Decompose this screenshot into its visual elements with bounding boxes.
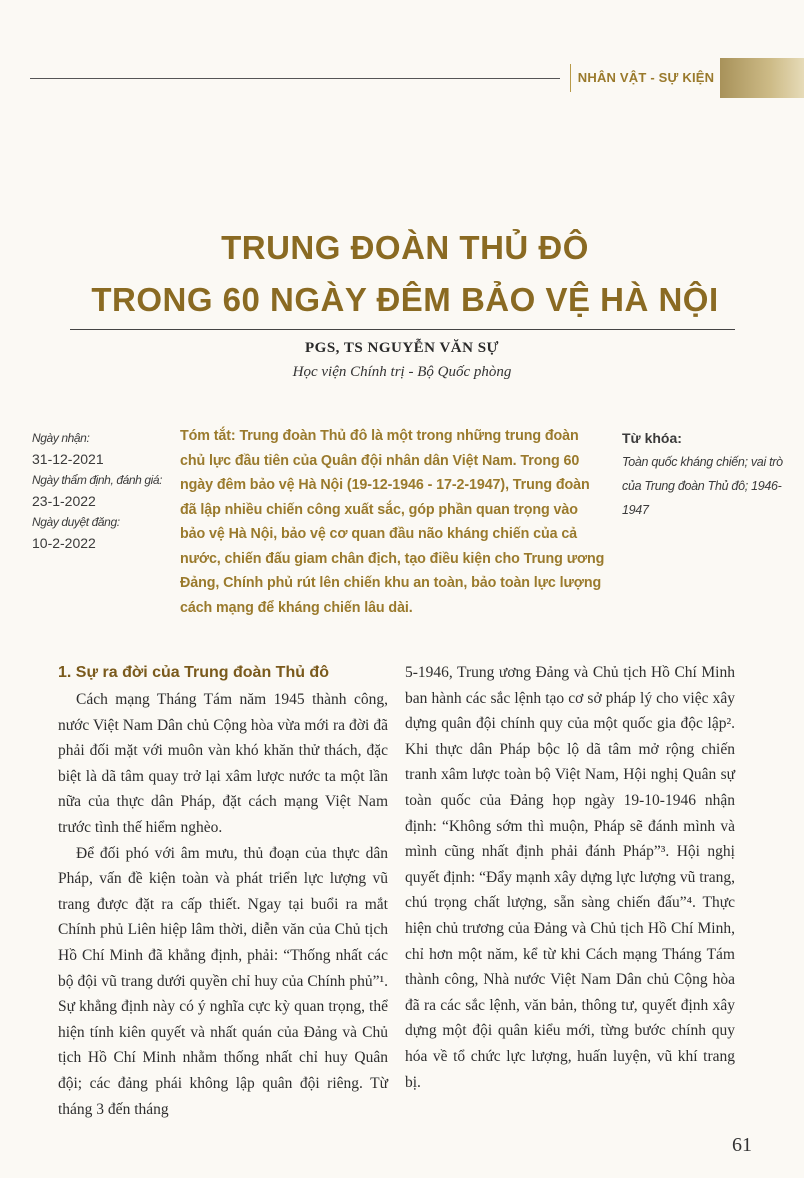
paragraph: Cách mạng Tháng Tám năm 1945 thành công, nước Việt Nam Dân chủ Cộng hòa vừa mới ra đời đã phải đối mặt với muôn vàn khó khăn thử thách, đặc biệt là dã tâm quay trở lại xâm lược nước ta một lần nữa của thực dân Pháp, đặt cách mạng Việt Nam trước tình thế hiểm nghèo. [58, 691, 388, 836]
reviewed-date: 23-1-2022 [32, 493, 96, 509]
header-rule [30, 78, 560, 79]
paragraph: 5-1946, Trung ương Đảng và Chủ tịch Hồ Chí Minh ban hành các sắc lệnh tạo cơ sở pháp lý cho việc xây dựng quân đội chính quy của một quốc gia độc lập². Khi thực dân Pháp bộc lộ dã tâm mở rộng chiến tranh xâm lược toàn bộ Việt Nam, Hội nghị Quân sự toàn quốc của Đảng họp ngày 19-10-1946 nhận định: “Không sớm thì muộn, Pháp sẽ đánh mình và mình cũng nhất định phải đánh Pháp”³. Hội nghị quyết định: “Đẩy mạnh xây dựng lực lượng vũ trang, chú trọng chất lượng, sẵn sàng chiến đấu”⁴. Thực hiện chủ trương của Đảng và Chủ tịch Hồ Chí Minh, chỉ hơn một năm, kể từ khi Cách mạng Tháng Tám thành công, Nhà nước Việt Nam Dân chủ Cộng hòa đã ra các sắc lệnh, văn bản, thông tư, quyết định xây dựng một đội quân kiểu mới, từng bước chính quy hóa về tổ chức lực lượng, huấn luyện, vũ khí trang bị. [405, 664, 735, 1091]
approved-label: Ngày duyệt đăng: [32, 515, 120, 529]
article-dates [32, 428, 182, 554]
article-title [60, 222, 750, 326]
body-column-left [58, 660, 388, 1122]
section-label: NHÂN VẬT - SỰ KIỆN [570, 64, 722, 92]
author: PGS, TS NGUYỄN VĂN SỰ [304, 340, 499, 356]
keywords-label: Từ khóa: [622, 430, 682, 446]
body-column-right [405, 660, 735, 1095]
page-number: 61 [732, 1134, 752, 1156]
reviewed-label: Ngày thẩm định, đánh giá: [32, 473, 163, 487]
received-date: 31-12-2021 [32, 451, 104, 467]
approved-date: 10-2-2022 [32, 535, 96, 551]
title-line-2: TRONG 60 NGÀY ĐÊM BẢO VỆ HÀ NỘI [91, 281, 719, 318]
received-label: Ngày nhận: [32, 431, 90, 445]
section-tab-decoration [720, 58, 804, 98]
title-line-1: TRUNG ĐOÀN THỦ ĐÔ [221, 229, 589, 266]
section-heading: 1. Sự ra đời của Trung đoàn Thủ đô [58, 664, 329, 681]
affiliation: Học viện Chính trị - Bộ Quốc phòng [292, 364, 512, 380]
paragraph: Để đối phó với âm mưu, thủ đoạn của thực dân Pháp, vấn đề kiện toàn và phát triển lực lượng vũ trang được đặt ra cấp thiết. Ngay tại buổi ra mắt Chính phủ Liên hiệp lâm thời, diễn văn của Chủ tịch Hồ Chí Minh đã khẳng định, phải: “Thống nhất các bộ đội vũ trang dưới quyền chỉ huy của Chính phủ”¹. Sự khẳng định này có ý nghĩa cực kỳ quan trọng, thể hiện tính kiên quyết và nhất quán của Đảng và Chủ tịch Hồ Chí Minh nhằm thống nhất chỉ huy Quân đội; các đảng phái không lập quân đội riêng. Từ tháng 3 đến tháng [58, 844, 388, 1118]
section-header [30, 58, 804, 94]
title-rule [70, 329, 735, 330]
abstract: Tóm tắt: Trung đoàn Thủ đô là một trong những trung đoàn chủ lực đầu tiên của Quân đội nhân dân Việt Nam. Trong 60 ngày đêm bảo vệ Hà Nội (19-12-1946 - 17-2-1947), Trung đoàn đã lập nhiều chiến công xuất sắc, góp phần quan trọng vào bảo vệ Hà Nội, bảo vệ cơ quan đầu não kháng chiến của cả nước, chiến đấu giam chân địch, tạo điều kiện cho Trung ương Đảng, Chính phủ rút lên chiến khu an toàn, bảo toàn lực lượng cách mạng để kháng chiến lâu dài. [180, 428, 605, 616]
keywords-text: Toàn quốc kháng chiến; vai trò của Trung đoàn Thủ đô; 1946-1947 [622, 455, 783, 517]
keywords [622, 428, 792, 522]
